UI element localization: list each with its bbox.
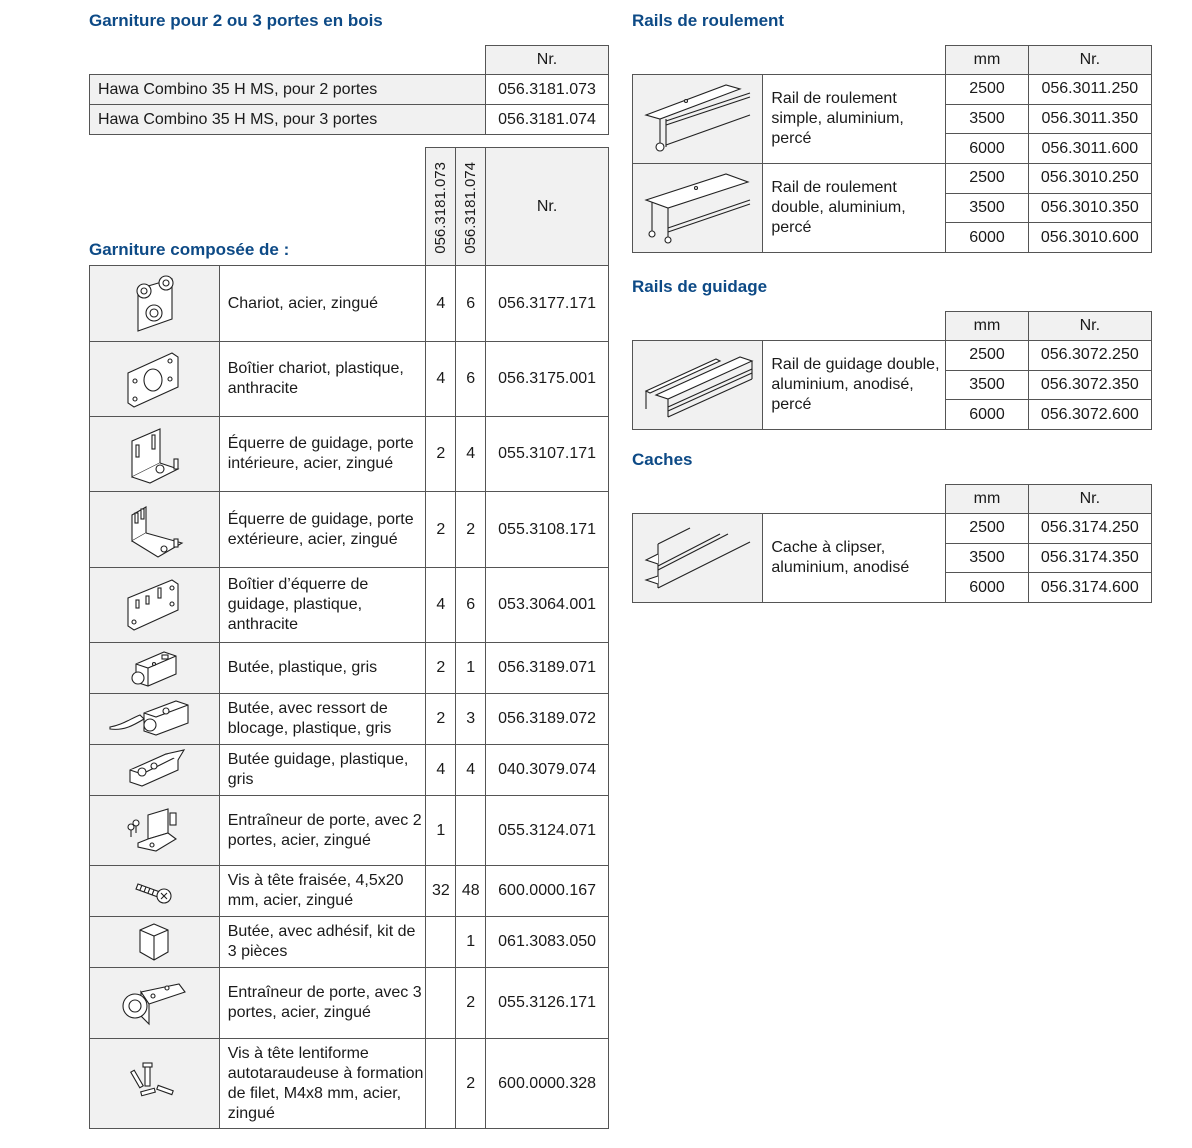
item-nr: 055.3126.171 [486,968,609,1039]
product-image [633,75,763,164]
rails-guidage-table [632,311,1152,430]
item-qty-set1: 4 [426,568,456,643]
item-nr: 061.3083.050 [486,917,609,968]
item-qty-set1 [426,1039,456,1129]
col-nr: Nr. [1028,46,1151,75]
section-title-garniture: Garniture pour 2 ou 3 portes en bois [89,11,383,30]
table-row [90,796,609,866]
item-qty-set2: 4 [456,745,486,796]
item-description: Boîtier d’équerre de guidage, plastique, anthracite [219,568,426,643]
header-spacer [763,46,946,75]
item-qty-set1: 2 [426,694,456,745]
sets-table [89,45,609,135]
table-row [90,745,609,796]
header-spacer [633,312,763,341]
table-row [90,917,609,968]
section-title-caches: Caches [632,450,693,469]
item-description: Entraîneur de porte, avec 2 portes, acier, zingué [219,796,426,866]
pan-head-screws-icon [90,1062,219,1106]
length-mm: 3500 [946,543,1028,573]
item-image [90,1039,220,1129]
header-spacer [90,148,220,266]
item-qty-set1 [426,968,456,1039]
item-nr: 056.3177.171 [486,266,609,342]
table-row [90,266,609,342]
double-track-icon [633,170,762,246]
item-qty-set1: 1 [426,796,456,866]
item-qty-set2: 6 [456,568,486,643]
item-nr: 040.3079.074 [486,745,609,796]
carriage-housing-icon [90,347,219,411]
item-qty-set2: 2 [456,968,486,1039]
table-row [90,568,609,643]
spring-stop-icon [90,695,219,743]
item-image [90,866,220,917]
article-nr: 056.3010.250 [1028,164,1151,194]
item-image [90,266,220,342]
item-qty-set2: 6 [456,266,486,342]
item-description: Butée guidage, plastique, gris [219,745,426,796]
composition-table [89,147,609,1129]
length-mm: 2500 [946,514,1028,544]
col-nr: Nr. [1028,312,1151,341]
item-qty-set2: 2 [456,1039,486,1129]
col-set1-label: 056.3181.073 [432,162,450,254]
table-row [90,492,609,568]
col-set1 [426,148,456,266]
product-description: Cache à clipser, aluminium, anodisé [763,514,946,603]
item-nr: 600.0000.328 [486,1039,609,1129]
length-mm: 3500 [946,370,1028,400]
item-image [90,968,220,1039]
item-qty-set1: 4 [426,342,456,417]
article-nr: 056.3072.600 [1028,400,1151,430]
stop-icon [90,644,219,692]
header-spacer [763,485,946,514]
product-description: Rail de roulement simple, aluminium, percé [763,75,946,164]
guide-bracket-outer-icon [90,497,219,563]
item-description: Entraîneur de porte, avec 3 portes, acier, zingué [219,968,426,1039]
header-spacer [763,312,946,341]
header-spacer [633,46,763,75]
item-qty-set2: 2 [456,492,486,568]
item-description: Vis à tête fraisée, 4,5x20 mm, acier, zingué [219,866,426,917]
item-qty-set1 [426,917,456,968]
item-image [90,745,220,796]
set-label: Hawa Combino 35 H MS, pour 3 portes [90,105,486,135]
rails-roulement-table [632,45,1152,253]
section-title-rails-guidage: Rails de guidage [632,277,768,296]
door-driver-3-icon [90,978,219,1028]
item-qty-set2: 6 [456,342,486,417]
item-description: Butée, avec ressort de blocage, plastique, gris [219,694,426,745]
table-row [90,417,609,492]
table-row [633,341,1152,371]
col-set2-label: 056.3181.074 [462,162,480,254]
item-description: Butée, plastique, gris [219,643,426,694]
item-image [90,917,220,968]
bracket-housing-icon [90,574,219,636]
length-mm: 6000 [946,223,1028,253]
set-label: Hawa Combino 35 H MS, pour 2 portes [90,75,486,105]
item-image [90,694,220,745]
table-row [633,75,1152,105]
item-qty-set2: 48 [456,866,486,917]
table-row [633,514,1152,544]
col-nr: Nr. [1028,485,1151,514]
article-nr: 056.3174.350 [1028,543,1151,573]
item-qty-set1: 4 [426,266,456,342]
item-qty-set1: 2 [426,417,456,492]
article-nr: 056.3072.250 [1028,341,1151,371]
length-mm: 3500 [946,104,1028,134]
table-row [90,643,609,694]
sets-header-spacer [90,46,486,75]
length-mm: 2500 [946,341,1028,371]
article-nr: 056.3010.600 [1028,223,1151,253]
header-spacer [219,148,426,266]
door-driver-2-icon [90,803,219,859]
item-nr: 055.3107.171 [486,417,609,492]
item-qty-set2: 1 [456,917,486,968]
product-image [633,341,763,430]
table-row [90,968,609,1039]
item-qty-set1: 32 [426,866,456,917]
item-description: Chariot, acier, zingué [219,266,426,342]
item-image [90,417,220,492]
col-set2 [456,148,486,266]
item-description: Boîtier chariot, plastique, anthracite [219,342,426,417]
item-description: Vis à tête lentiforme autotaraudeuse à formation de filet, M4x8 mm, acier, zingué [219,1039,426,1129]
item-description: Équerre de guidage, porte intérieure, acier, zingué [219,417,426,492]
product-image [633,514,763,603]
item-description: Butée, avec adhésif, kit de 3 pièces [219,917,426,968]
col-mm: mm [946,312,1028,341]
item-qty-set1: 2 [426,643,456,694]
item-nr: 600.0000.167 [486,866,609,917]
item-description: Équerre de guidage, porte extérieure, acier, zingué [219,492,426,568]
length-mm: 3500 [946,193,1028,223]
set-nr: 056.3181.074 [486,105,609,135]
adhesive-stop-icon [90,920,219,964]
item-nr: 055.3108.171 [486,492,609,568]
item-qty-set2: 1 [456,643,486,694]
item-image [90,492,220,568]
table-row [90,75,609,105]
guide-stop-icon [90,746,219,794]
header-spacer [633,485,763,514]
set-nr: 056.3181.073 [486,75,609,105]
item-qty-set2: 4 [456,417,486,492]
article-nr: 056.3174.600 [1028,573,1151,603]
table-row [90,694,609,745]
article-nr: 056.3174.250 [1028,514,1151,544]
col-mm: mm [946,46,1028,75]
article-nr: 056.3011.250 [1028,75,1151,105]
composition-title: Garniture composée de : [89,240,290,259]
col-mm: mm [946,485,1028,514]
table-row [90,866,609,917]
item-nr: 056.3189.071 [486,643,609,694]
guide-rail-icon [633,347,762,423]
item-qty-set2 [456,796,486,866]
product-description: Rail de guidage double, aluminium, anodisé, percé [763,341,946,430]
guide-bracket-inner-icon [90,421,219,487]
item-image [90,342,220,417]
table-row [90,342,609,417]
length-mm: 6000 [946,573,1028,603]
item-nr: 053.3064.001 [486,568,609,643]
col-nr: Nr. [486,148,609,266]
countersunk-screw-icon [90,876,219,906]
item-qty-set1: 4 [426,745,456,796]
section-title-rails-roulement: Rails de roulement [632,11,785,30]
item-nr: 056.3189.072 [486,694,609,745]
table-row [90,1039,609,1129]
article-nr: 056.3011.600 [1028,134,1151,164]
sets-header-nr: Nr. [486,46,609,75]
article-nr: 056.3011.350 [1028,104,1151,134]
length-mm: 2500 [946,75,1028,105]
item-image [90,568,220,643]
clip-cover-icon [633,520,762,596]
table-row [90,105,609,135]
length-mm: 6000 [946,134,1028,164]
article-nr: 056.3072.350 [1028,370,1151,400]
item-image [90,643,220,694]
caches-table [632,484,1152,603]
product-description: Rail de roulement double, aluminium, percé [763,164,946,253]
item-nr: 056.3175.001 [486,342,609,417]
length-mm: 6000 [946,400,1028,430]
article-nr: 056.3010.350 [1028,193,1151,223]
table-row [633,164,1152,194]
item-qty-set1: 2 [426,492,456,568]
product-image [633,164,763,253]
item-image [90,796,220,866]
item-qty-set2: 3 [456,694,486,745]
item-nr: 055.3124.071 [486,796,609,866]
length-mm: 2500 [946,164,1028,194]
single-track-icon [633,81,762,157]
carriage-icon [90,269,219,339]
